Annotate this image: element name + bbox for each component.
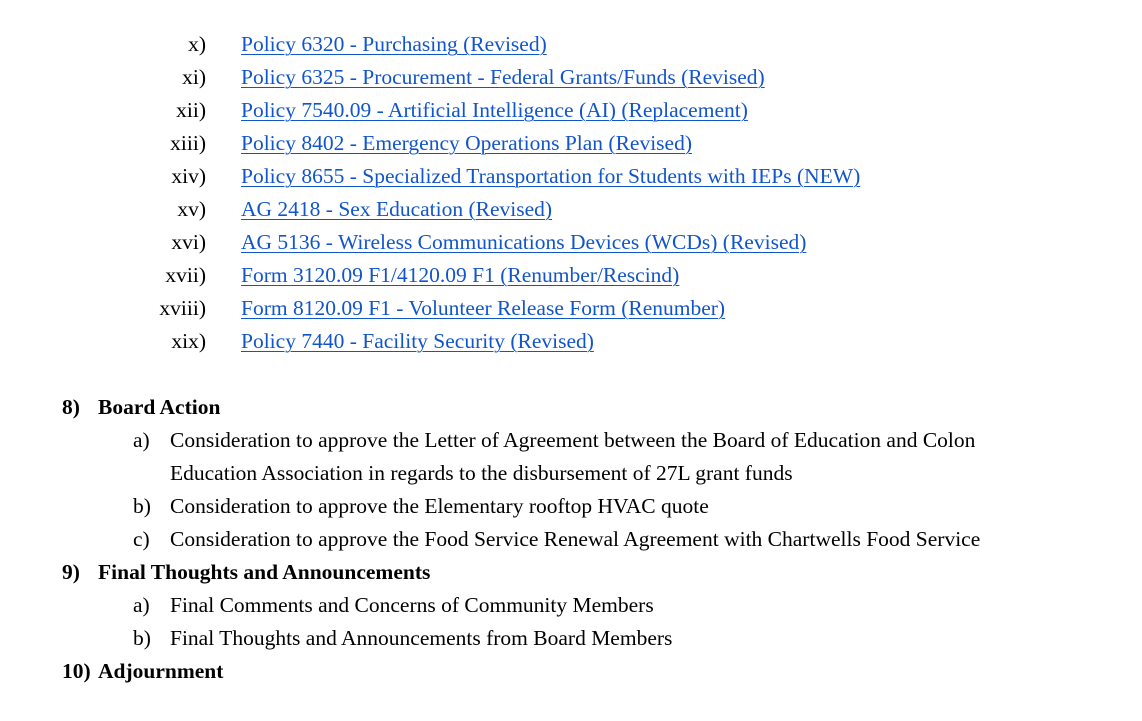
item-text: Final Comments and Concerns of Community Members: [170, 593, 654, 617]
policy-list-item: [0, 259, 1142, 292]
list-numeral: xix): [171, 329, 206, 353]
ag-link-5136[interactable]: AG 5136 - Wireless Communications Devices (WCDs) (Revised): [241, 230, 807, 254]
item-text: Consideration to approve the Food Service Renewal Agreement with Chartwells Food Service: [170, 527, 981, 551]
policy-list-item: [0, 28, 1142, 61]
agenda-item: [0, 490, 1142, 523]
policy-list-item: [0, 193, 1142, 226]
policy-link-6320[interactable]: Policy 6320 - Purchasing (Revised): [241, 32, 547, 56]
item-letter: c): [133, 527, 150, 551]
policy-list-item: [0, 127, 1142, 160]
section-number: 9): [62, 560, 80, 584]
list-numeral: xiv): [171, 164, 206, 188]
policy-list-item: [0, 292, 1142, 325]
list-numeral: xviii): [159, 296, 206, 320]
agenda-item-continuation: [0, 457, 1142, 490]
list-numeral: xii): [176, 98, 206, 122]
item-letter: a): [133, 428, 150, 452]
form-link-8120-09[interactable]: Form 8120.09 F1 - Volunteer Release Form (Renumber): [241, 296, 726, 320]
form-link-3120-09[interactable]: Form 3120.09 F1/4120.09 F1 (Renumber/Rescind): [241, 263, 680, 287]
item-text: Consideration to approve the Letter of Agreement between the Board of Education and Colon: [170, 428, 976, 452]
list-numeral: xvii): [165, 263, 206, 287]
policy-list-item: [0, 325, 1142, 358]
section-heading: [0, 655, 1142, 688]
section-heading: [0, 391, 1142, 424]
policy-link-6325[interactable]: Policy 6325 - Procurement - Federal Grants/Funds (Revised): [241, 65, 765, 89]
policy-list-item: [0, 94, 1142, 127]
agenda-item: [0, 424, 1142, 457]
policy-link-8655[interactable]: Policy 8655 - Specialized Transportation for Students with IEPs (NEW): [241, 164, 861, 188]
list-numeral: xi): [182, 65, 206, 89]
agenda-item: [0, 589, 1142, 622]
policy-link-7540-09[interactable]: Policy 7540.09 - Artificial Intelligence (AI) (Replacement): [241, 98, 748, 122]
section-number: 8): [62, 395, 80, 419]
agenda-item: [0, 622, 1142, 655]
policy-link-8402[interactable]: Policy 8402 - Emergency Operations Plan (Revised): [241, 131, 693, 155]
policy-list-item: [0, 160, 1142, 193]
item-text: Education Association in regards to the disbursement of 27L grant funds: [170, 461, 793, 485]
section-title: Board Action: [98, 395, 221, 419]
policy-list-item: [0, 226, 1142, 259]
list-numeral: xiii): [170, 131, 206, 155]
list-numeral: xv): [177, 197, 206, 221]
item-text: Final Thoughts and Announcements from Board Members: [170, 626, 673, 650]
item-letter: b): [133, 494, 151, 518]
policy-list-item: [0, 61, 1142, 94]
item-letter: b): [133, 626, 151, 650]
list-numeral: x): [188, 32, 206, 56]
ag-link-2418[interactable]: AG 2418 - Sex Education (Revised): [241, 197, 553, 221]
list-numeral: xvi): [171, 230, 206, 254]
section-title: Adjournment: [98, 659, 224, 683]
item-text: Consideration to approve the Elementary rooftop HVAC quote: [170, 494, 709, 518]
agenda-item: [0, 523, 1142, 556]
policy-link-7440[interactable]: Policy 7440 - Facility Security (Revised): [241, 329, 594, 353]
section-number: 10): [62, 659, 91, 683]
item-letter: a): [133, 593, 150, 617]
section-title: Final Thoughts and Announcements: [98, 560, 431, 584]
section-heading: [0, 556, 1142, 589]
